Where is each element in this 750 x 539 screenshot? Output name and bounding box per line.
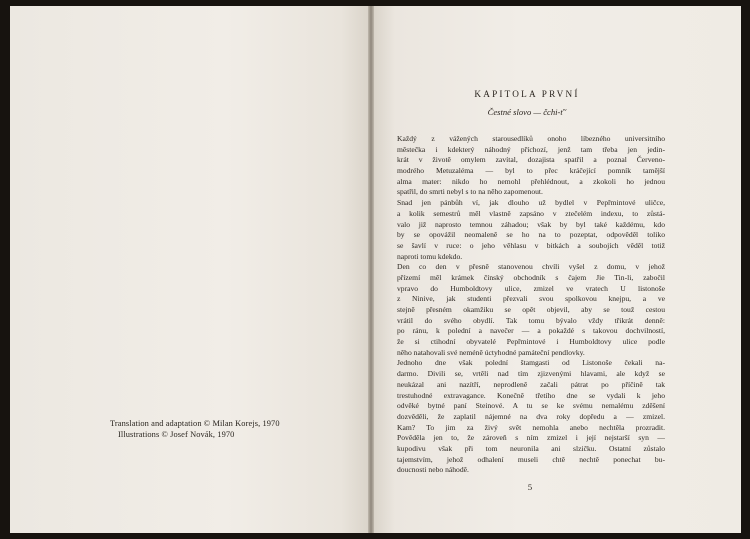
text-line: Kam? To jim za živý svět nemohla anebo nechtěla prozradit.: [397, 422, 665, 432]
text-line: naproti tomu kdekdo.: [397, 251, 463, 261]
text-line: přízemí měl krámek čínský obchodník s čajem Jie Tin-li, zabočil: [397, 272, 665, 282]
chapter-title: KAPITOLA PRVNÍ: [474, 89, 580, 99]
text-line: spatřil, do smrti nebyl s to na něho zapomenout.: [397, 187, 543, 197]
text-line: vrátil do svého obydlí. Tak tomu bývalo vždy třikrát denně:: [397, 315, 665, 325]
left-page: [10, 6, 370, 533]
text-line: kupodivu však při tom neuronila ani slzičku. Ostatní zůstalo: [397, 443, 665, 453]
text-line: by se opovážil neomaleně se ho na to pozeptat, odpověděl toliko: [397, 230, 665, 240]
text-line: modrého Metuzaléma — byl to přec kráčející pomník tamější: [397, 166, 665, 176]
copyright-credits: [110, 418, 280, 440]
text-line: neukázal ani nazítří, neprodleně začali pátrat po příčině tak: [397, 379, 665, 389]
chapter-body-text: [397, 134, 665, 476]
text-line: něho natahovali své neméně úctyhodné památeční pendlovky.: [397, 347, 585, 357]
text-line: Pověděla jen to, že zároveň s ním zmizel i její nejstarší syn —: [397, 433, 665, 443]
translation-credit: Translation and adaptation © Milan Korejs, 1970: [110, 419, 280, 428]
text-line: vpravo do Humboldtovy ulice, zmizel ve vratech U listonoše: [397, 283, 665, 293]
page-number: 5: [527, 482, 533, 492]
text-line: Jednoho dne však polední štamgasti od Listonoše čekali na-: [397, 358, 665, 368]
text-line: Snad jen pánbůh ví, jak dlouho už bydlel v Pepřmintové uličce,: [397, 198, 665, 208]
text-line: z Ninive, jak studenti přezvali svou spolkovou knejpu, a ve: [397, 294, 665, 304]
text-line: Každý z vážených starousedlíků onoho líbezného universitního: [397, 134, 665, 143]
text-line: po ránu, k polední a navečer — a pokaždé s takovou dochvilností,: [397, 326, 665, 336]
text-line: darmo. Divili se, vrtěli nad tím zjizvenými hlavami, ale když se: [397, 369, 665, 379]
text-line: městečka i kdekterý náhodný příchozí, jenž tam třeba jen jedin-: [397, 144, 665, 154]
text-line: valo již naprosto temnou záhadou; však by byl také každému, kdo: [397, 219, 665, 229]
text-line: se šavlí v ruce: o jeho věhlasu v bitkách a soubojích věděl totiž: [397, 240, 665, 250]
text-line: tajemstvím, jehož odhalení museli chtě nechtě ponechat bu-: [397, 454, 665, 464]
book-gutter: [368, 6, 374, 533]
chapter-subtitle: Čestné slovo — čchi-ťˇ: [487, 107, 567, 117]
text-line: že si ctihodní obyvatelé Pepřmintové i Humboldtovy ulice podle: [397, 337, 665, 347]
text-line: alma mater: nikdo ho nemohl přehlédnout, a zkokoli ho jednou: [397, 176, 665, 186]
text-line: a kolik semestrů měl vlastně zapsáno v ztečelém indexu, to zůstá-: [397, 208, 665, 218]
text-line: odvěké bytné paní Steinové. A tu se ke svému nemalému zděšení: [397, 401, 665, 411]
text-line: Den co den v přesně stanovenou chvíli vyšel z domu, v jehož: [397, 262, 665, 272]
illustrations-credit: Illustrations © Josef Novák, 1970: [118, 430, 235, 439]
text-line: krát v životě omylem zavítal, dozajista spatřil a poznal Červeno-: [397, 155, 665, 165]
text-line: doucnosti nebo náhodě.: [397, 465, 469, 475]
text-line: trestuhodné extravagance. Konečně třetího dne se vydali k jeho: [397, 390, 665, 400]
text-line: stejně přesném okamžiku se opět objevil, aby se touž cestou: [397, 305, 665, 314]
text-line: dozvěděli, že zaplatil nájemné na dva roky dopředu a — zmizel.: [397, 411, 665, 421]
